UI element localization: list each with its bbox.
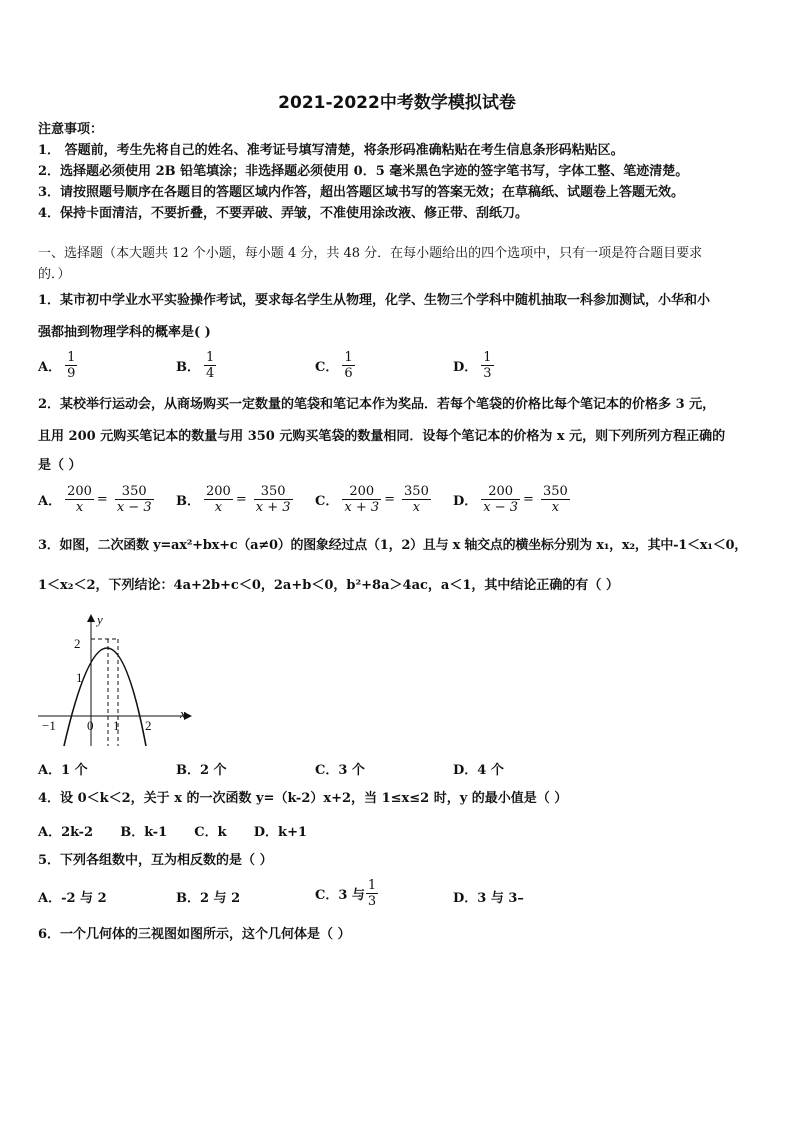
tick-x-2: 2	[145, 718, 152, 733]
q1-option-a: A． $\frac{1}{9}$	[38, 350, 76, 381]
question-3-text-cont: 1＜x₂＜2，下列结论：4a+2b+c＜0，2a+b＜0，b²+8a＞4ac，a＜1，其中结论正确的有（ ）	[38, 578, 619, 593]
q3-option-a: A．1 个	[38, 763, 88, 778]
q1-option-c: C． $\frac{1}{6}$	[315, 350, 353, 381]
question-5-text: 5．下列各组数中，互为相反数的是（ ）	[38, 853, 273, 868]
q2-option-b: B． $\frac{200}{x}$ = $\frac{350}{x + 3}$	[176, 484, 291, 515]
q2-option-d: D． $\frac{200}{x - 3}$ = $\frac{350}{x}$	[453, 484, 568, 515]
notice-heading: 注意事项：	[38, 122, 104, 137]
q5-option-b: B．2 与 2	[176, 891, 241, 906]
question-1-text-cont: 强都抽到物理学科的概率是( )	[38, 325, 211, 340]
section-heading-cont: 的．）	[38, 267, 71, 282]
question-3-text: 3．如图，二次函数 y=ax²+bx+c（a≠0）的图象经过点（1，2）且与 x 轴交点的横坐标分别为 x₁，x₂，其中-1＜x₁＜0，	[38, 538, 748, 553]
tick-x-minus1: −1	[42, 718, 56, 733]
tick-y-2: 2	[74, 636, 81, 651]
q1-option-d: D． $\frac{1}{3}$	[453, 350, 492, 381]
question-2-text-end: 是（ ）	[38, 458, 82, 473]
q2-option-a: A． $\frac{200}{x}$ = $\frac{350}{x - 3}$	[38, 484, 152, 515]
q5-option-a: A．-2 与 2	[38, 891, 107, 906]
parabola-curve	[64, 648, 146, 746]
section-heading: 一、选择题（本大题共 12 个小题，每小题 4 分，共 48 分．在每小题给出的四个选项中，只有一项是符合题目要求	[38, 246, 703, 261]
y-axis-arrow	[87, 614, 95, 622]
parabola-graph	[34, 610, 194, 750]
question-1-text: 1．某市初中学业水平实验操作考试，要求每名学生从物理，化学、生物三个学科中随机抽取一科参加测试，小华和小	[38, 293, 711, 308]
page-title: 2021-2022中考数学模拟试卷	[278, 93, 516, 113]
question-4-text: 4．设 0＜k＜2，关于 x 的一次函数 y=（k-2）x+2，当 1≤x≤2 时，y 的最小值是（ ）	[38, 791, 568, 806]
q2-option-c: C． $\frac{200}{x + 3}$ = $\frac{350}{x}$	[315, 484, 429, 515]
q5-option-c: C．3 与 $\frac{1}{3}$	[315, 878, 377, 909]
q3-option-b: B．2 个	[176, 763, 227, 778]
tick-y-1: 1	[76, 670, 83, 685]
tick-x-1: 1	[113, 718, 120, 733]
q3-option-d: D．4 个	[453, 763, 504, 778]
tick-x-0: 0	[87, 718, 94, 733]
q1-option-b: B． $\frac{1}{4}$	[176, 350, 215, 381]
notice-item: 1． 答题前，考生先将自己的姓名、准考证号填写清楚，将条形码准确粘贴在考生信息条形码粘贴区。	[38, 143, 624, 158]
y-axis-label: y	[97, 612, 103, 627]
q4-options: A．2k-2 B．k-1 C．k D．k+1	[38, 825, 308, 840]
q3-option-c: C．3 个	[315, 763, 365, 778]
q5-option-d: D．3 与 3–	[453, 891, 524, 906]
x-axis-label: x	[180, 706, 186, 721]
notice-item: 4．保持卡面清洁，不要折叠，不要弄破、弄皱，不准使用涂改液、修正带、刮纸刀。	[38, 206, 529, 221]
notice-item: 2．选择题必须使用 2B 铅笔填涂；非选择题必须使用 0．5 毫米黑色字迹的签字笔书写，字体工整、笔迹清楚。	[38, 164, 689, 179]
question-6-text: 6．一个几何体的三视图如图所示，这个几何体是（ ）	[38, 927, 351, 942]
question-2-text-cont: 且用 200 元购买笔记本的数量与用 350 元购买笔袋的数量相同．设每个笔记本的价格为 x 元，则下列所列方程正确的	[38, 429, 726, 444]
notice-item: 3．请按照题号顺序在各题目的答题区域内作答，超出答题区域书写的答案无效；在草稿纸、试题卷上答题无效。	[38, 185, 685, 200]
question-2-text: 2．某校举行运动会，从商场购买一定数量的笔袋和笔记本作为奖品．若每个笔袋的价格比每个笔记本的价格多 3 元，	[38, 397, 716, 412]
